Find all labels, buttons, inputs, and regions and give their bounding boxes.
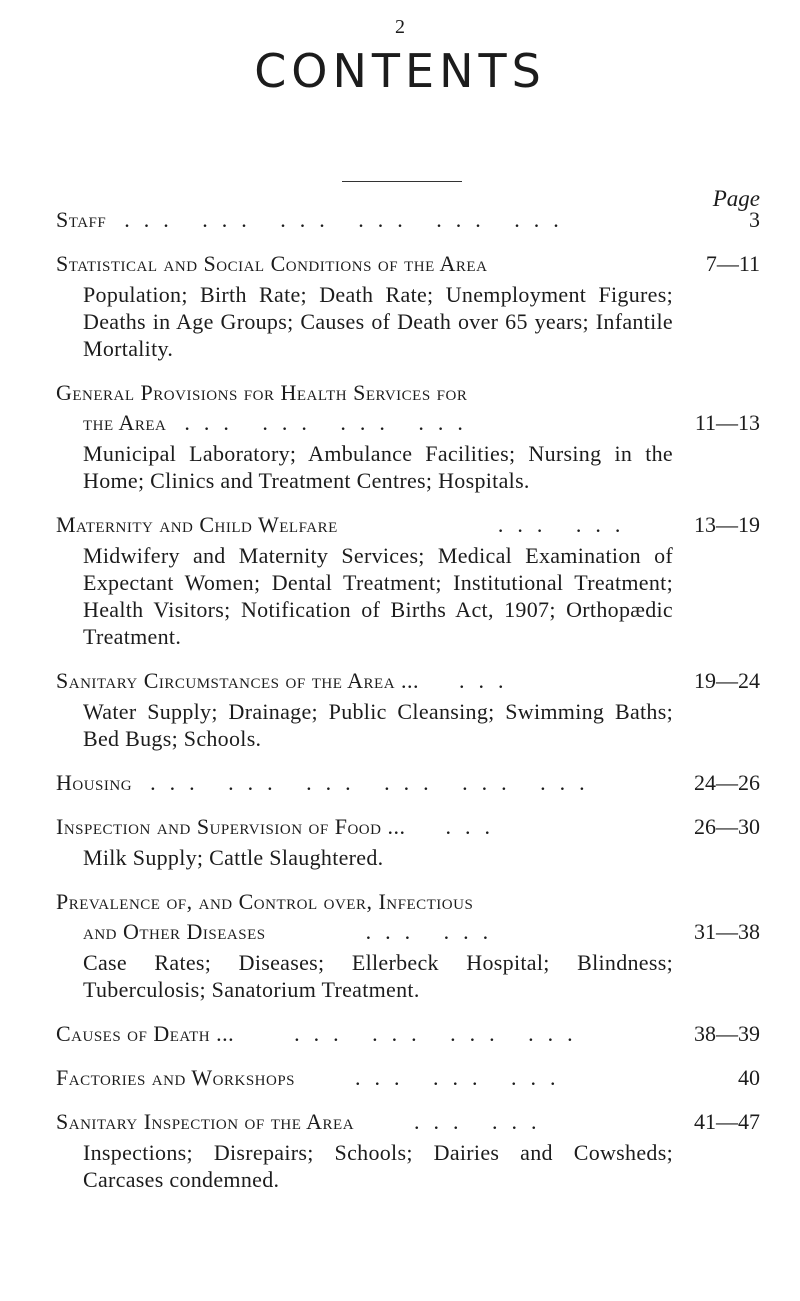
entry-heading (56, 666, 760, 696)
entry-description: Municipal Laboratory; Ambulance Facilities; Nursing in the Home; Clinics and Treatment Centres; Hospitals. (83, 441, 673, 493)
leader-dots: ... ... ... ... (294, 1021, 587, 1046)
entry-heading (56, 205, 760, 235)
entry-heading (56, 768, 760, 798)
entry-pages: 7—11 (705, 251, 760, 276)
entry-heading (56, 249, 760, 279)
entry-pages: 31—38 (694, 919, 760, 944)
entry-description: Inspections; Disrepairs; Schools; Dairies and Cowsheds; Carcases condemned. (83, 1140, 673, 1192)
entry-heading-text: Sanitary Circumstances of the Area ... (56, 668, 420, 693)
entry-description: Population; Birth Rate; Death Rate; Unemployment Figures; Deaths in Age Groups; Causes of Death over 65 years; Infantile Mortality. (83, 282, 673, 361)
entry-heading-text: Housing (56, 770, 133, 795)
entry-heading-text: the Area (83, 410, 167, 435)
leader-dots: ... (445, 814, 504, 839)
entry-heading-text: Staff (56, 207, 107, 232)
entry-heading-text: Sanitary Inspection of the Area (56, 1109, 355, 1134)
entry-description: Milk Supply; Cattle Slaughtered. (83, 845, 384, 870)
leader-dots: ... ... ... ... ... ... (150, 770, 599, 795)
page-column-header: Page (712, 186, 760, 211)
leader-dots: ... (459, 668, 518, 693)
entry-heading (56, 1019, 760, 1049)
entry-pages: 40 (738, 1065, 760, 1090)
entry-heading (56, 1063, 760, 1093)
entry-heading (56, 378, 760, 408)
entry-pages: 19—24 (694, 668, 760, 693)
entry-pages: 41—47 (694, 1109, 760, 1134)
entry-heading-text: Prevalence of, and Control over, Infectious (56, 889, 474, 914)
leader-dots: ... ... ... (355, 1065, 570, 1090)
entry-heading (56, 812, 760, 842)
entry-heading-text: Statistical and Social Conditions of the Area (56, 251, 488, 276)
leader-dots: ... ... (414, 1109, 551, 1134)
entry-pages: 13—19 (694, 512, 760, 537)
entry-heading (56, 510, 760, 540)
entry-heading-text: and Other Diseases (83, 919, 266, 944)
leader-dots: ... ... ... ... ... ... (124, 207, 573, 232)
entry-heading-continued (83, 917, 760, 947)
page-number: 2 (395, 16, 405, 38)
entry-pages: 11—13 (694, 410, 760, 435)
leader-dots: ... ... (365, 919, 503, 944)
entry-description: Midwifery and Maternity Services; Medical Examination of Expectant Women; Dental Treatment; Institutional Treatment; Health Visitors; Notification of Births Act, 1907; Orthopædic Treatment. (83, 543, 673, 649)
entry-heading-text: Factories and Workshops (56, 1065, 296, 1090)
leader-dots: ... ... (497, 512, 635, 537)
title-divider (342, 181, 462, 182)
entry-heading-text: General Provisions for Health Services for (56, 380, 468, 405)
entry-heading (56, 887, 760, 917)
entry-heading-text: Inspection and Supervision of Food ... (56, 814, 406, 839)
page-title: CONTENTS (254, 44, 546, 98)
entry-heading (56, 1107, 760, 1137)
entry-heading-continued (83, 408, 760, 438)
entry-heading-text: Causes of Death ... (56, 1021, 235, 1046)
entry-pages: 24—26 (694, 770, 760, 795)
leader-dots: ... ... ... ... (184, 410, 477, 435)
entry-description: Case Rates; Diseases; Ellerbeck Hospital; Blindness; Tuberculosis; Sanatorium Treatment. (83, 950, 673, 1002)
entry-pages: 3 (749, 207, 760, 232)
entry-pages: 26—30 (694, 814, 760, 839)
entry-description: Water Supply; Drainage; Public Cleansing; Swimming Baths; Bed Bugs; Schools. (83, 699, 673, 751)
entry-pages: 38—39 (694, 1021, 760, 1046)
entry-heading-text: Maternity and Child Welfare (56, 512, 338, 537)
